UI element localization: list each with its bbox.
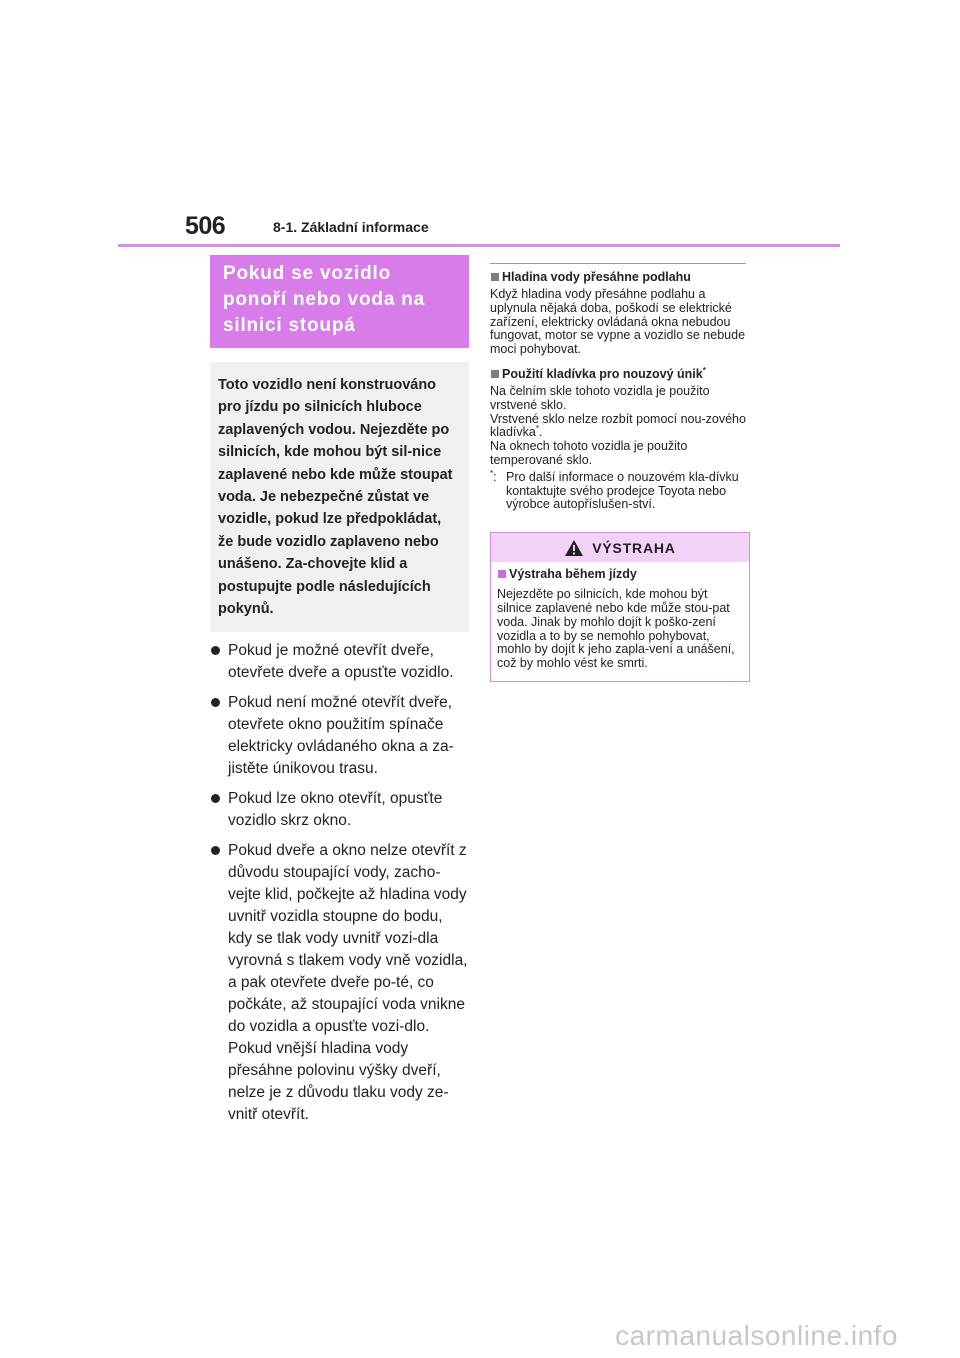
- square-bullet-icon: [491, 273, 499, 281]
- bullet-icon: [211, 698, 220, 707]
- bullet-icon: [211, 646, 220, 655]
- warning-subheading: [497, 567, 745, 582]
- subheading-text: Použití kladívka pro nouzový únik: [502, 366, 703, 381]
- warning-title: VÝSTRAHA: [592, 539, 676, 556]
- hammer-text: [490, 385, 752, 468]
- list-item-text: Pokud lze okno otevřít, opusťte vozidlo skrz okno.: [228, 790, 443, 830]
- hammer-line: Vrstvené sklo nelze rozbít pomocí nou-zového kladívka*.: [490, 411, 746, 440]
- footnote-mark: *:: [490, 468, 497, 484]
- subheading-emergency-hammer: [490, 367, 752, 382]
- list-item: [210, 640, 469, 684]
- footnote: [490, 468, 752, 512]
- watermark: carmanualsonline.info: [615, 1320, 898, 1351]
- bullet-icon: [211, 794, 220, 803]
- footnote-text: Pro další informace o nouzovém kla-dívku kontaktujte svého prodejce Toyota nebo výrobce autopříslušen-ství.: [506, 469, 739, 512]
- water-level-text: Když hladina vody přesáhne podlahu a uplynula nějaká doba, poškodí se elektrické zařízení, elektricky ovládaná okna nebudou fungovat, motor se vypne a vozidlo se nebude moci pohybovat.: [490, 287, 746, 357]
- subheading-water-level: [490, 270, 752, 285]
- header-divider: [118, 244, 840, 247]
- warning-text: Nejezděte po silnicích, kde mohou být silnice zaplavené nebo kde může stou-pat voda. Jinak by mohlo dojít k poško-zení vozidla a to by se nemohlo pohybovat, mohlo by dojít k jeho zapla-vení a unášení, což by mohlo vést ke smrti.: [497, 587, 735, 671]
- hammer-line: Na čelním skle tohoto vozidla je použito vrstvené sklo.: [490, 383, 710, 412]
- hammer-line: Na oknech tohoto vozidla je použito temperované sklo.: [490, 439, 688, 467]
- section-label: 8-1. Základní informace: [273, 219, 429, 235]
- intro-box: Toto vozidlo není konstruováno pro jízdu po silnicích hluboce zaplavených vodou. Nejezděte po silnicích, kde mohou být sil-nice zaplavené nebo kde může stoupat voda. Je nebezpečné zůstat ve vozidle, pokud lze předpokládat, že bude vozidlo zaplaveno nebo unášeno. Za-chovejte klid a postupujte podle následujících pokynů.: [210, 362, 469, 632]
- list-item: [210, 788, 469, 832]
- page-number: 506: [185, 212, 226, 240]
- asterisk-mark: *: [702, 365, 706, 375]
- warning-body: [491, 562, 749, 681]
- list-item-text: Pokud není možné otevřít dveře, otevřete okno použitím spínače elektricky ovládaného okna a za-jistěte únikovou trasu.: [228, 694, 454, 778]
- list-item-text: Pokud je možné otevřít dveře, otevřete dveře a opusťte vozidlo.: [228, 642, 454, 682]
- subheading-text: Výstraha během jízdy: [509, 567, 637, 582]
- warning-box: [490, 532, 750, 682]
- bullet-icon: [211, 846, 220, 855]
- warning-header: [491, 533, 749, 562]
- right-column: [490, 263, 752, 682]
- list-item: [210, 692, 469, 780]
- square-bullet-icon: [498, 570, 506, 578]
- subheading-text: Hladina vody přesáhne podlahu: [502, 270, 691, 284]
- instruction-list: [210, 640, 469, 1126]
- warning-triangle-icon: [564, 539, 584, 557]
- section-title: Pokud se vozidlo ponoří nebo voda na silnici stoupá: [210, 255, 469, 348]
- left-column: [210, 255, 469, 1134]
- list-item: [210, 840, 469, 1126]
- square-bullet-icon: [491, 370, 499, 378]
- list-item-text: Pokud dveře a okno nelze otevřít z důvodu stoupající vody, zacho-vejte klid, počkejte až hladina vody uvnitř vozidla stoupne do bodu, kdy se tlak vody uvnitř vozi-dla vyrovná s tlakem vody vně vozidla, a pak otevřete dveře po-té, co počkáte, až stoupající voda vnikne do vozidla a opusťte vozi-dlo. Pokud vnější hladina vody přesáhne polovinu výšky dveří, nelze je z důvodu tlaku vody ze-vnitř otevřít.: [228, 842, 468, 1124]
- asterisk-mark: *: [535, 424, 539, 434]
- column-divider: [490, 263, 746, 264]
